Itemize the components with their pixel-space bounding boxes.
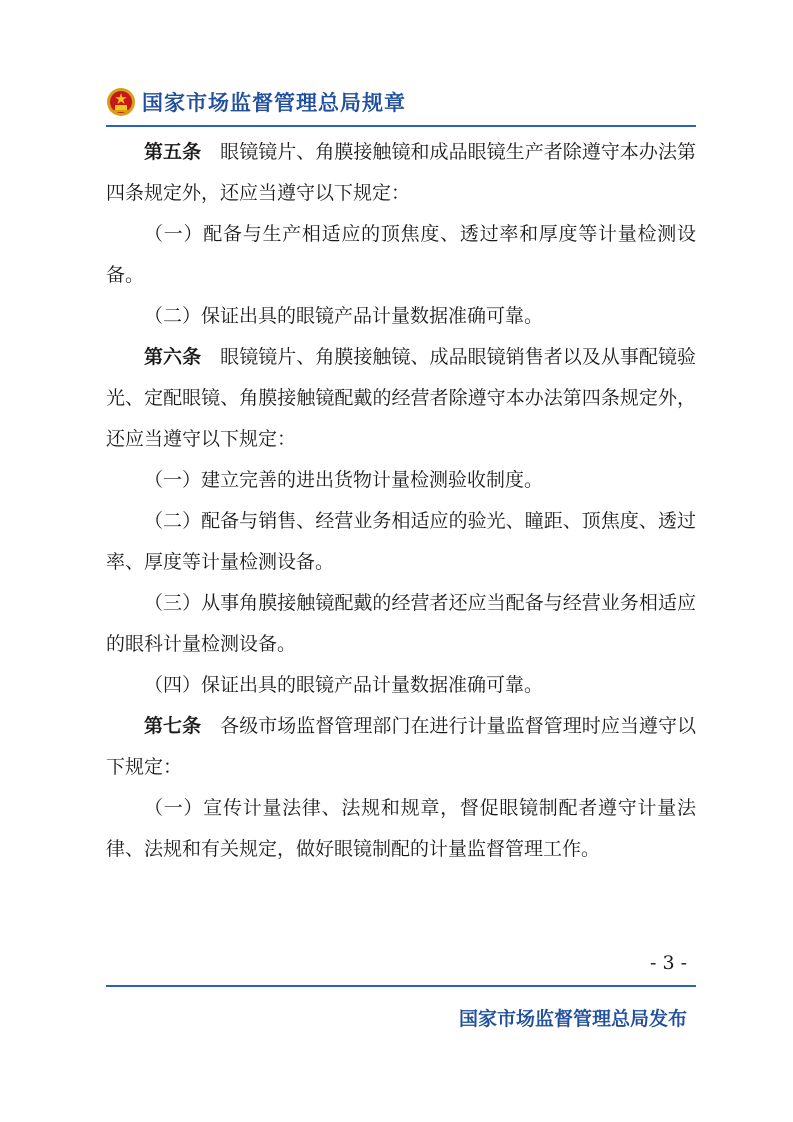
header-title: 国家市场监督管理总局规章 xyxy=(142,91,406,115)
page-number: - 3 - xyxy=(649,952,687,974)
national-emblem-icon xyxy=(106,87,136,117)
footer-divider xyxy=(106,985,696,987)
article-text: 各级市场监督管理部门在进行计量监督管理时应当遵守以下规定： xyxy=(106,715,696,778)
page-header xyxy=(106,84,406,120)
article-7-item-1: （一）宣传计量法律、法规和规章，督促眼镜制配者遵守计量法律、法规和有关规定，做好眼镜制配的计量监督管理工作。 xyxy=(106,797,696,860)
article-label: 第七条 xyxy=(144,715,202,737)
article-5-item-2: （二）保证出具的眼镜产品计量数据准确可靠。 xyxy=(144,305,544,327)
article-6-item-1: （一）建立完善的进出货物计量检测验收制度。 xyxy=(144,469,544,491)
header-divider xyxy=(106,125,696,127)
footer-publisher: 国家市场监督管理总局发布 xyxy=(458,1008,687,1030)
article-6 xyxy=(106,337,696,460)
article-text: 眼镜镜片、角膜接触镜、成品眼镜销售者以及从事配镜验光、定配眼镜、角膜接触镜配戴的经营者除遵守本办法第四条规定外，还应当遵守以下规定： xyxy=(106,346,696,450)
article-6-item-2: （二）配备与销售、经营业务相适应的验光、瞳距、顶焦度、透过率、厚度等计量检测设备。 xyxy=(106,510,696,573)
article-label: 第五条 xyxy=(144,141,202,163)
article-6-item-4: （四）保证出具的眼镜产品计量数据准确可靠。 xyxy=(144,674,544,696)
article-label: 第六条 xyxy=(144,346,202,368)
document-body xyxy=(106,132,696,870)
article-5-item-1: （一）配备与生产相适应的顶焦度、透过率和厚度等计量检测设备。 xyxy=(106,223,696,286)
article-7 xyxy=(106,706,696,788)
article-6-item-3: （三）从事角膜接触镜配戴的经营者还应当配备与经营业务相适应的眼科计量检测设备。 xyxy=(106,592,696,655)
article-5 xyxy=(106,132,696,214)
article-text: 眼镜镜片、角膜接触镜和成品眼镜生产者除遵守本办法第四条规定外，还应当遵守以下规定： xyxy=(106,141,696,204)
